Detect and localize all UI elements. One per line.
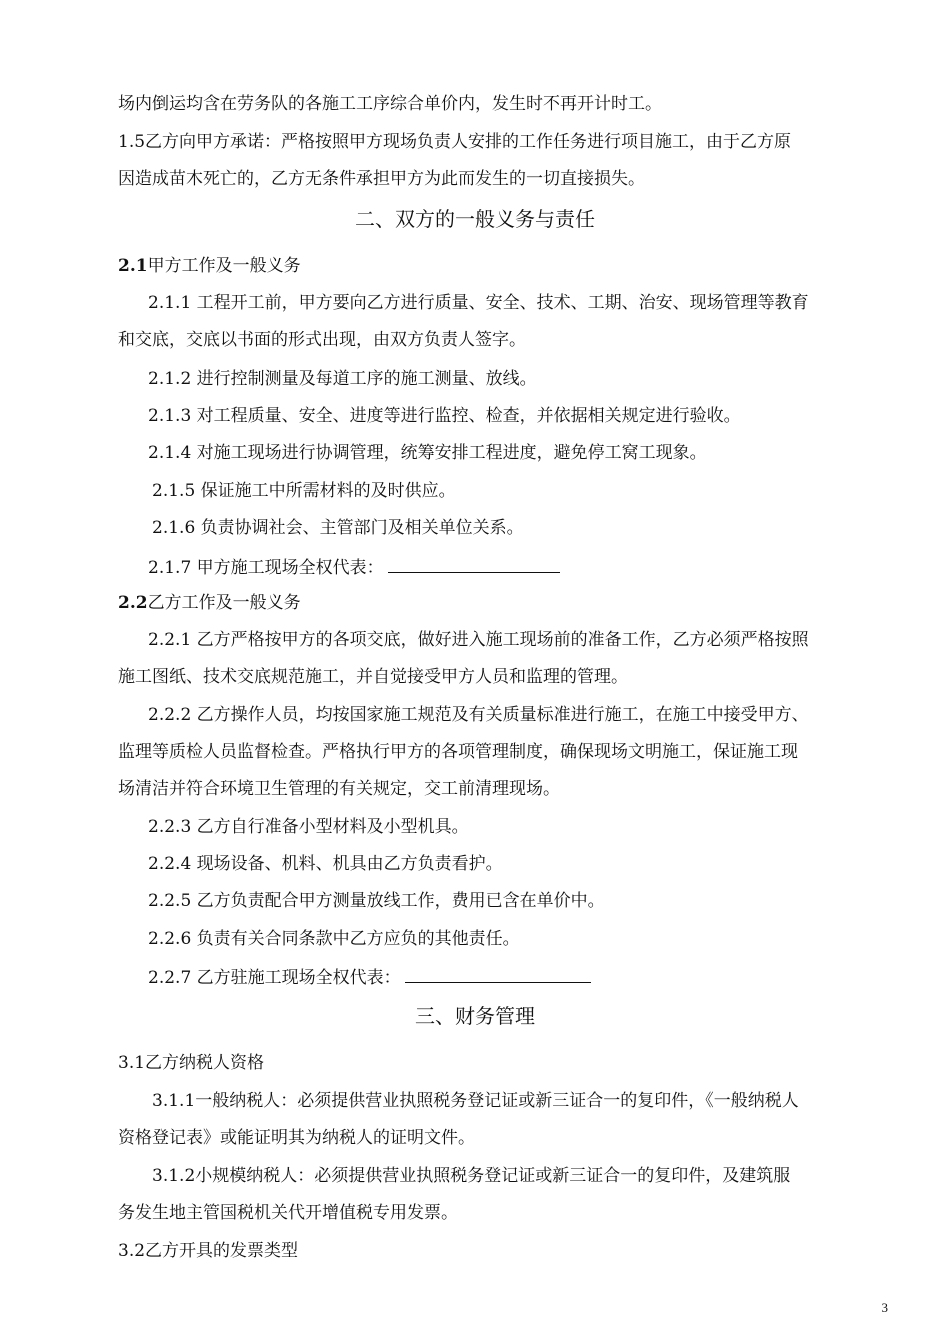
clause-line: 监理等质检人员监督检查。严格执行甲方的各项管理制度，确保现场文明施工，保证施工现 <box>118 742 798 762</box>
section-heading-3: 三、财务管理 <box>415 1004 535 1028</box>
subsection-number: 2.1 <box>118 256 148 276</box>
signature-blank <box>388 554 560 573</box>
subsection-number: 2.2 <box>118 593 148 613</box>
paragraph-line: 场内倒运均含在劳务队的各施工工序综合单价内，发生时不再开计时工。 <box>118 94 662 114</box>
subsection-text: 甲方工作及一般义务 <box>147 256 301 276</box>
subsection-title-2-2 <box>118 591 301 615</box>
clause-line: 2.1.6 负责协调社会、主管部门及相关单位关系。 <box>152 518 524 538</box>
clause-line: 2.1.1 工程开工前，甲方要向乙方进行质量、安全、技术、工期、治安、现场管理等教育 <box>148 293 809 313</box>
clause-line: 2.2.6 负责有关合同条款中乙方应负的其他责任。 <box>148 929 520 949</box>
clause-line: 和交底，交底以书面的形式出现，由双方负责人签字。 <box>118 330 526 350</box>
clause-line: 2.2.1 乙方严格按甲方的各项交底，做好进入施工现场前的准备工作，乙方必须严格按照 <box>148 630 809 650</box>
subsection-text: 乙方工作及一般义务 <box>147 593 301 613</box>
clause-line: 3.1.1一般纳税人：必须提供营业执照税务登记证或新三证合一的复印件，《一般纳税人 <box>152 1091 799 1111</box>
paragraph-line: 1.5乙方向甲方承诺：严格按照甲方现场负责人安排的工作任务进行项目施工，由于乙方原 <box>118 132 792 152</box>
clause-line: 资格登记表》或能证明其为纳税人的证明文件。 <box>118 1128 475 1148</box>
clause-line-representative <box>148 964 591 990</box>
page-number: 3 <box>881 1300 888 1315</box>
clause-line: 务发生地主管国税机关代开增值税专用发票。 <box>118 1203 458 1223</box>
clause-line: 3.1.2小规模纳税人：必须提供营业执照税务登记证或新三证合一的复印件，及建筑服 <box>152 1166 791 1186</box>
signature-blank <box>405 964 591 983</box>
paragraph-line: 因造成苗木死亡的，乙方无条件承担甲方为此而发生的一切直接损失。 <box>118 169 645 189</box>
subsection-title-3-1: 3.1乙方纳税人资格 <box>118 1053 265 1073</box>
clause-line: 2.2.2 乙方操作人员，均按国家施工规范及有关质量标准进行施工，在施工中接受甲方、 <box>148 705 809 725</box>
clause-line: 2.2.5 乙方负责配合甲方测量放线工作，费用已含在单价中。 <box>148 891 605 911</box>
clause-line: 2.1.5 保证施工中所需材料的及时供应。 <box>152 481 456 501</box>
section-heading-2: 二、双方的一般义务与责任 <box>355 207 595 231</box>
clause-line: 施工图纸、技术交底规范施工，并自觉接受甲方人员和监理的管理。 <box>118 667 628 687</box>
clause-line: 2.2.3 乙方自行准备小型材料及小型机具。 <box>148 817 469 837</box>
clause-line: 2.1.2 进行控制测量及每道工序的施工测量、放线。 <box>148 369 537 389</box>
clause-line-representative <box>148 554 560 580</box>
clause-line: 2.2.4 现场设备、机料、机具由乙方负责看护。 <box>148 854 503 874</box>
subsection-title-2-1 <box>118 254 301 278</box>
clause-line: 场清洁并符合环境卫生管理的有关规定，交工前清理现场。 <box>118 779 560 799</box>
clause-line: 2.1.4 对施工现场进行协调管理，统筹安排工程进度，避免停工窝工现象。 <box>148 443 707 463</box>
clause-line: 2.1.3 对工程质量、安全、进度等进行监控、检查，并依据相关规定进行验收。 <box>148 406 741 426</box>
clause-text: 2.1.7 甲方施工现场全权代表： <box>148 558 384 578</box>
subsection-title-3-2: 3.2乙方开具的发票类型 <box>118 1241 299 1261</box>
clause-text: 2.2.7 乙方驻施工现场全权代表： <box>148 968 401 988</box>
